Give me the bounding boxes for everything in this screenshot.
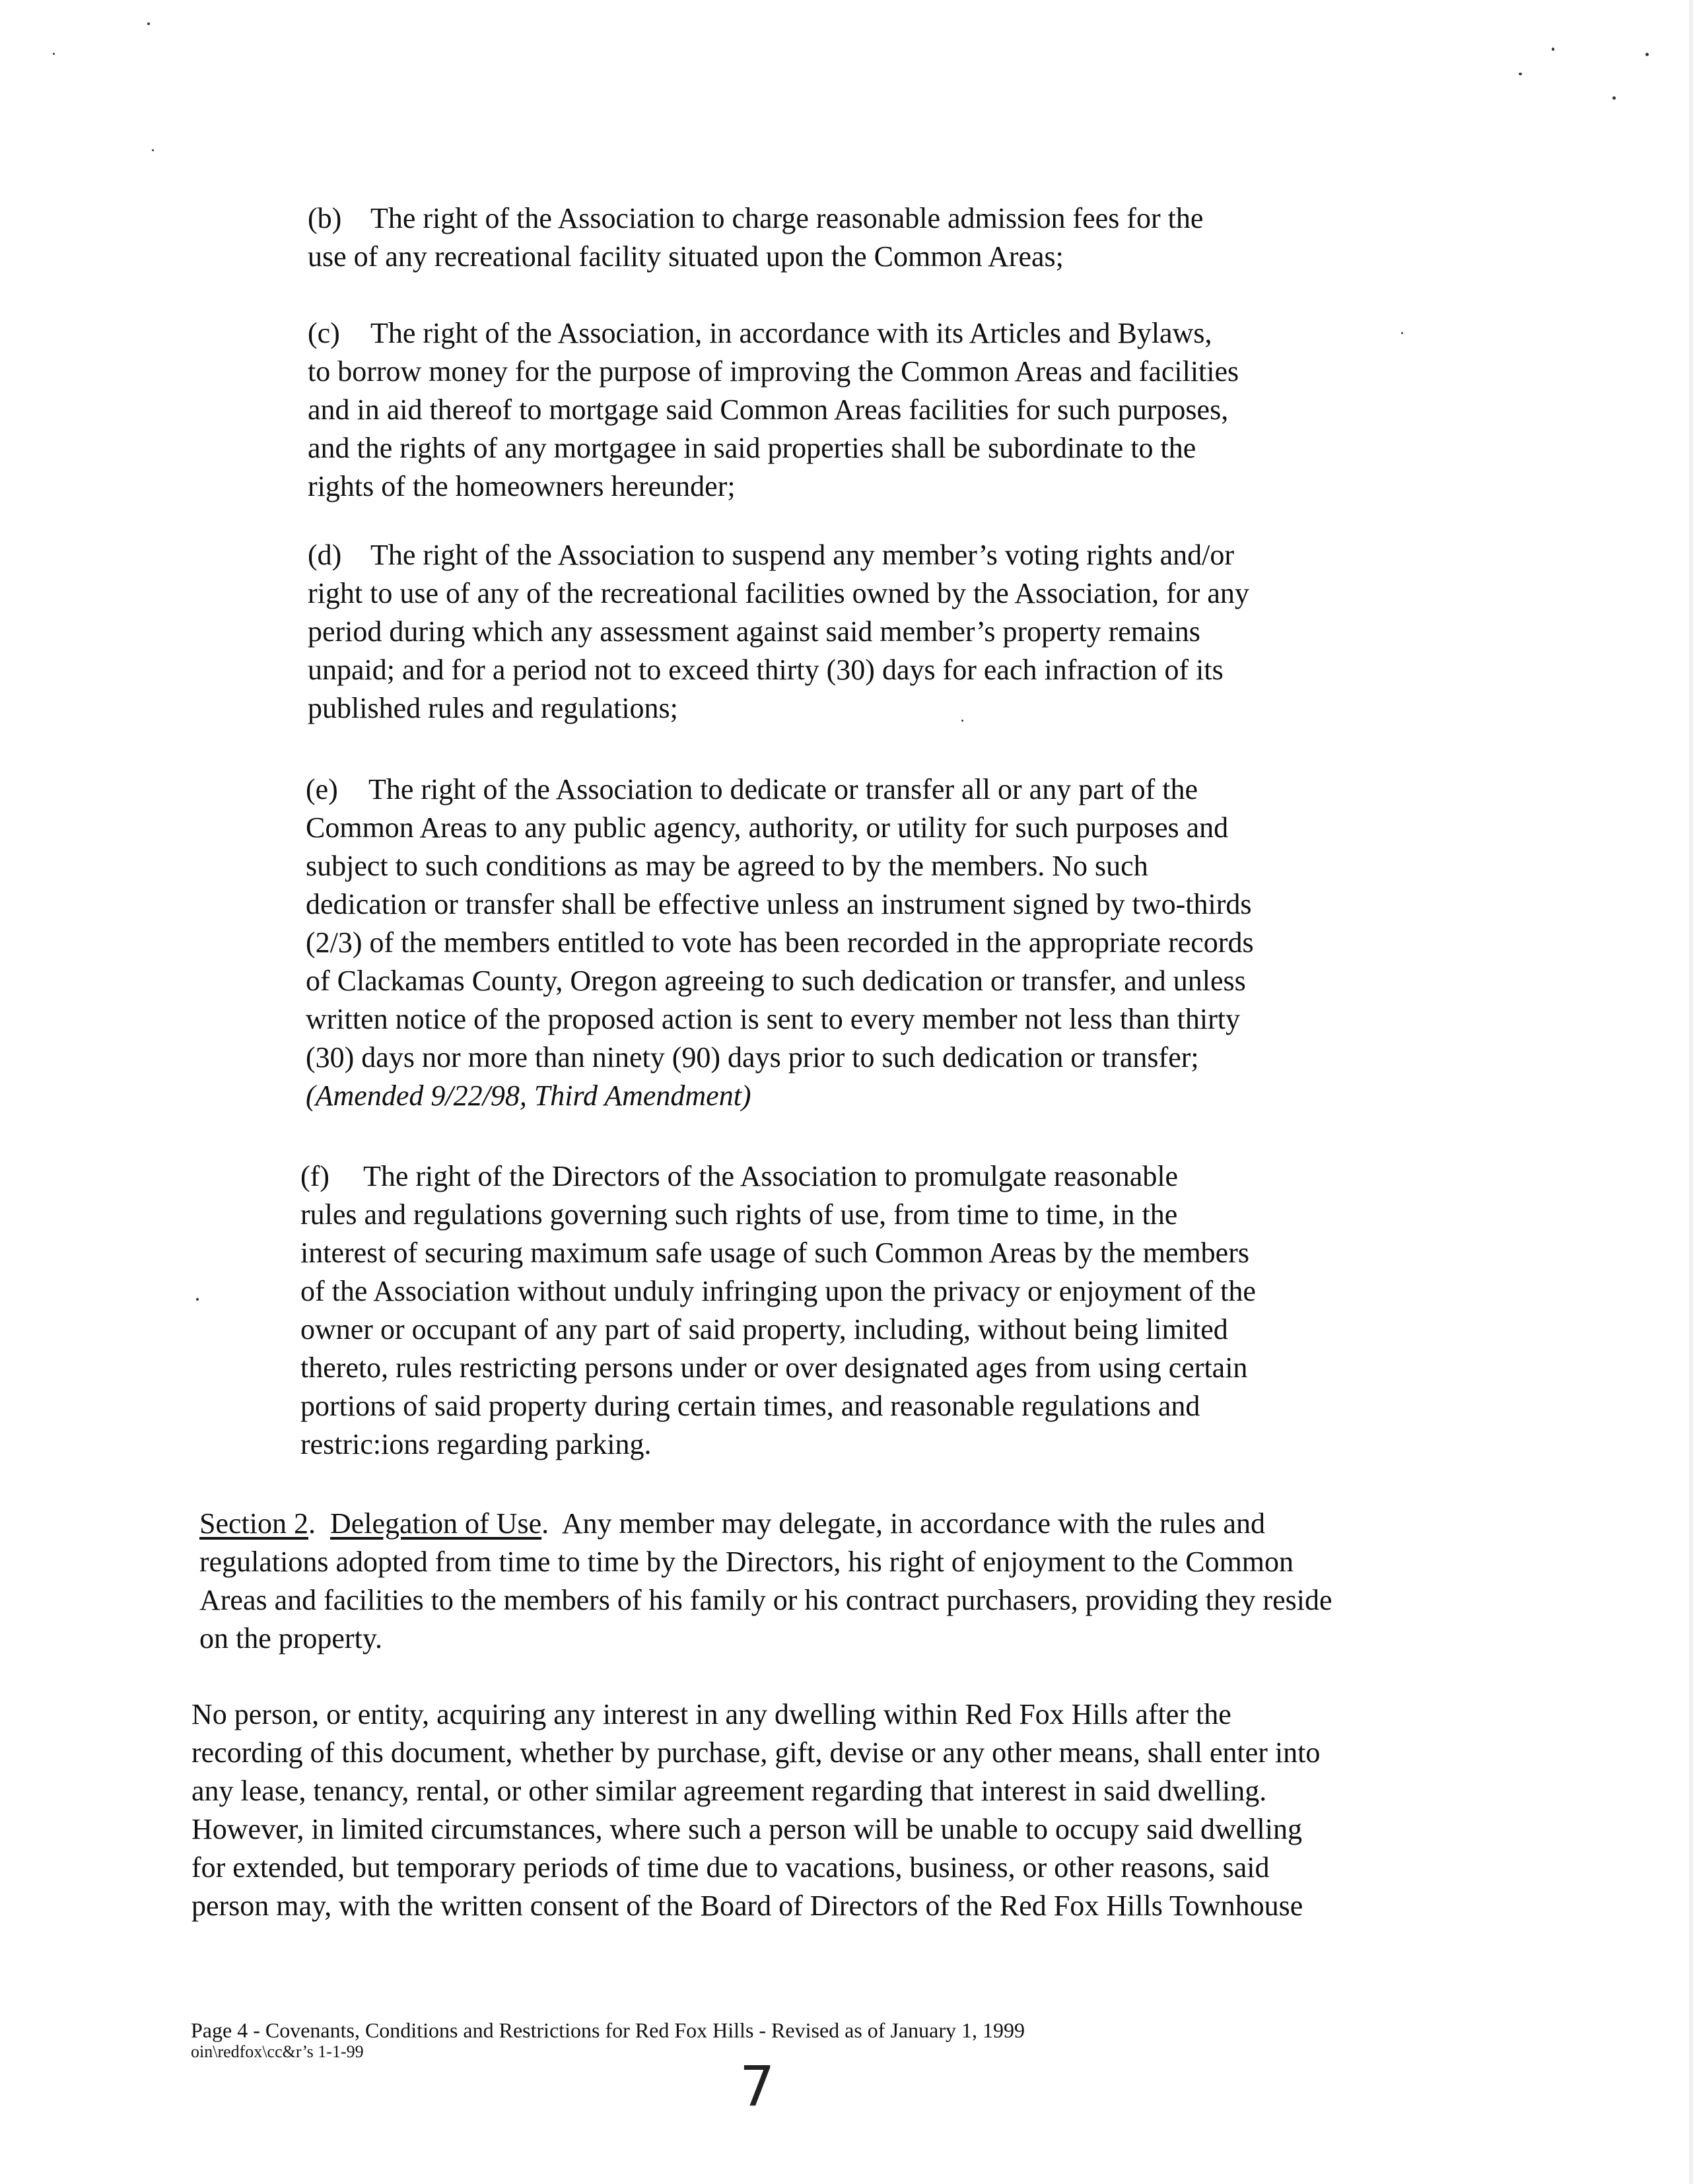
subsection-e-line-7: written notice of the proposed action is sent to every member not less than thirty <box>306 1003 1240 1035</box>
section-2-heading: Delegation of Use <box>329 1507 542 1540</box>
scan-speck <box>53 53 55 55</box>
section-2-line-1: Section 2. Delegation of Use. Any member may delegate, in accordance with the rules and <box>199 1507 1266 1540</box>
subsection-e <box>306 770 1254 1115</box>
subsection-c-line-3: and in aid thereof to mortgage said Common Areas facilities for such purposes, <box>308 393 1229 426</box>
amendment-note: (Amended 9/22/98, Third Amendment) <box>306 1079 751 1112</box>
subsection-e-line-6: of Clackamas County, Oregon agreeing to such dedication or transfer, and unless <box>306 965 1246 997</box>
subsection-b-label: (b) <box>308 202 342 234</box>
footer-title: Page 4 - Covenants, Conditions and Restrictions for Red Fox Hills - Revised as of January 1, 1999 <box>191 2018 1025 2042</box>
subsection-c-label: (c) <box>308 317 340 349</box>
subsection-f-line-8: restric:ions regarding parking. <box>300 1428 652 1460</box>
subsection-d-line-1: (d) The right of the Association to suspend any member’s voting rights and/or <box>308 536 1249 574</box>
subsection-e-line-8: (30) days nor more than ninety (90) days prior to such dedication or transfer; <box>306 1041 1199 1074</box>
subsection-c-line-5: rights of the homeowners hereunder; <box>308 470 736 502</box>
footer-file-path: oin\redfox\cc&r’s 1-1-99 <box>191 2042 364 2061</box>
subsection-e-line-2: Common Areas to any public agency, authority, or utility for such purposes and <box>306 811 1229 844</box>
subsection-e-line-1: (e) The right of the Association to dedicate or transfer all or any part of the <box>306 770 1254 809</box>
paragraph-line-1: No person, or entity, acquiring any interest in any dwelling within Red Fox Hills after the <box>191 1698 1231 1730</box>
subsection-c-line-1: (c) The right of the Association, in accordance with its Articles and Bylaws, <box>308 314 1239 353</box>
subsection-f-label: (f) <box>300 1160 329 1192</box>
paragraph-line-3: any lease, tenancy, rental, or other similar agreement regarding that interest in said dwelling. <box>191 1775 1267 1807</box>
scan-speck <box>1519 73 1522 75</box>
subsection-c <box>308 314 1239 506</box>
subsection-e-line-5: (2/3) of the members entitled to vote has been recorded in the appropriate records <box>306 926 1254 959</box>
handwritten-page-mark: 7 <box>740 2054 775 2119</box>
subsection-f-line-3: interest of securing maximum safe usage of such Common Areas by the members <box>300 1237 1249 1269</box>
scan-speck <box>1552 48 1554 51</box>
scan-speck <box>1645 53 1649 56</box>
scan-speck <box>1401 332 1403 334</box>
subsection-f-line-5: owner or occupant of any part of said property, including, without being limited <box>300 1313 1228 1346</box>
subsection-b-line-1: (b) The right of the Association to charge reasonable admission fees for the <box>308 199 1203 238</box>
paragraph-line-2: recording of this document, whether by purchase, gift, devise or any other means, shall enter into <box>191 1736 1321 1769</box>
section-2-number: Section 2 <box>199 1507 308 1540</box>
scan-speck <box>1612 96 1616 100</box>
section-2-line-2: regulations adopted from time to time by the Directors, his right of enjoyment to the Common <box>199 1546 1294 1578</box>
subsection-e-label: (e) <box>306 773 338 805</box>
paragraph-line-5: for extended, but temporary periods of time due to vacations, business, or other reasons, said <box>191 1851 1270 1884</box>
subsection-c-line-2: to borrow money for the purpose of improving the Common Areas and facilities <box>308 355 1239 388</box>
section-2-line-3: Areas and facilities to the members of his family or his contract purchasers, providing they reside <box>199 1584 1332 1616</box>
scan-speck <box>961 720 963 722</box>
subsection-b <box>308 199 1203 276</box>
page-footer <box>191 2018 1025 2062</box>
subsection-d <box>308 536 1249 728</box>
subsection-f-line-4: of the Association without unduly infringing upon the privacy or enjoyment of the <box>300 1275 1256 1307</box>
subsection-d-line-2: right to use of any of the recreational facilities owned by the Association, for any <box>308 577 1249 609</box>
scan-speck <box>152 149 154 151</box>
subsection-f <box>300 1157 1256 1464</box>
subsection-d-line-5: published rules and regulations; <box>308 692 678 724</box>
subsection-f-line-1: (f) The right of the Directors of the Association to promulgate reasonable <box>300 1157 1256 1196</box>
paragraph-line-6: person may, with the written consent of the Board of Directors of the Red Fox Hills Townhouse <box>191 1890 1303 1922</box>
subsection-f-line-7: portions of said property during certain times, and reasonable regulations and <box>300 1390 1200 1422</box>
subsection-f-line-2: rules and regulations governing such rights of use, from time to time, in the <box>300 1198 1178 1231</box>
scan-speck <box>147 22 150 25</box>
subsection-b-line-2: use of any recreational facility situated upon the Common Areas; <box>308 240 1064 273</box>
subsection-f-line-6: thereto, rules restricting persons under or over designated ages from using certain <box>300 1351 1248 1384</box>
subsection-e-line-4: dedication or transfer shall be effective unless an instrument signed by two-thirds <box>306 888 1252 920</box>
subsection-d-line-4: unpaid; and for a period not to exceed thirty (30) days for each infraction of its <box>308 654 1224 686</box>
paragraph-line-4: However, in limited circumstances, where such a person will be unable to occupy said dwelling <box>191 1813 1302 1845</box>
scan-speck <box>196 1298 199 1301</box>
rental-restriction-paragraph <box>191 1695 1320 1925</box>
subsection-c-line-4: and the rights of any mortgagee in said properties shall be subordinate to the <box>308 432 1196 464</box>
subsection-e-line-3: subject to such conditions as may be agreed to by the members. No such <box>306 850 1148 882</box>
subsection-d-line-3: period during which any assessment against said member’s property remains <box>308 615 1200 648</box>
section-2 <box>199 1505 1332 1658</box>
scan-edge <box>1689 0 1693 2184</box>
section-2-line-4: on the property. <box>199 1622 382 1655</box>
subsection-d-label: (d) <box>308 539 342 571</box>
